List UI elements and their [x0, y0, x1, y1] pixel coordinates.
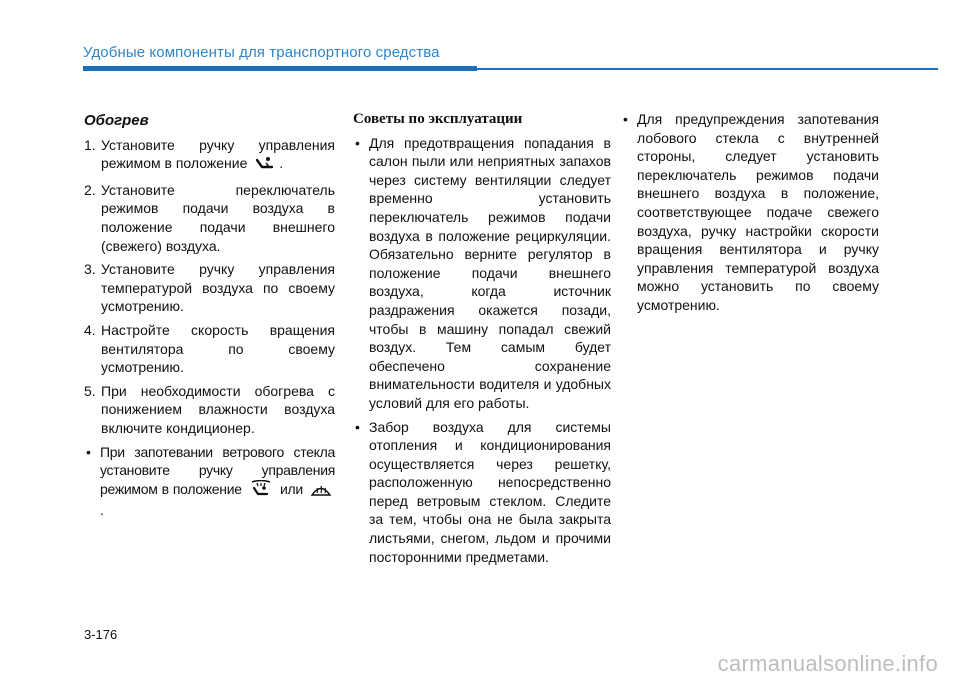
tips-item-2: [353, 418, 611, 567]
floor-defrost-icon: [249, 480, 273, 502]
heating-step-5: [84, 382, 335, 438]
step-text: При необходимости обогрева с понижением влажности воздуха включите кондиционер.: [101, 382, 335, 436]
tips-column: [353, 110, 611, 571]
step-number: 3.: [84, 261, 96, 278]
heating-step-2: [84, 181, 335, 255]
note-text: При запотевании ветрового стекла установите ручку управления режимом в положение: [100, 443, 335, 497]
header-rule-thin: [477, 68, 938, 70]
floor-airflow-icon: [254, 156, 276, 176]
step-text: Установите ручку управления режимом в положение: [101, 136, 335, 172]
windshield-defrost-icon: [310, 480, 332, 502]
step-tail: .: [279, 155, 284, 172]
bullet-dot: •: [355, 418, 360, 435]
section-header-title: Удобные компоненты для транспортного средства: [83, 44, 440, 61]
heating-note: [84, 443, 335, 520]
bullet-dot: •: [86, 443, 91, 460]
heating-step-1: [84, 136, 335, 176]
tips-title: Советы по эксплуатации: [353, 111, 523, 127]
step-text: Настройте скорость вращения вентилятора по своему усмотрению.: [101, 321, 335, 376]
tips-item-1: [353, 134, 611, 413]
tip-text: Для предупреждения запотевания лобового стекла с внутренней стороны, следует установить переключатель режимов подачи внешнего воздуха в положение, соответствующее подаче свежего воздуха, ручку настройки скорости вращения вентилятора и ручку управления температурой воздуха можно установить по своему усмотрению.: [637, 111, 879, 313]
tips-item-3: [621, 110, 879, 315]
tips-list-continued: [621, 110, 879, 315]
heating-step-4: [84, 321, 335, 377]
bullet-dot: •: [355, 134, 360, 151]
heating-column: [84, 112, 335, 525]
tips-list: [353, 134, 611, 567]
step-number: 2.: [84, 181, 96, 198]
note-or: или: [279, 480, 303, 497]
step-number: 1.: [84, 136, 96, 153]
page-number: 3-176: [84, 627, 118, 642]
header-rule-thick: [83, 66, 477, 71]
heating-note-list: [84, 443, 335, 520]
heating-step-3: [84, 260, 335, 316]
tip-text: Для предотвращения попадания в салон пыли или неприятных запахов через систему вентиляции следует временно установить переключатель режимов подачи воздуха в положение рециркуляции. Обязательно верните регулятор в положение подачи внешнего воздуха, когда источник раздражения окажется позади, чтобы в машину попадал свежий воздух. Тем самым будет обеспечено сохранение внимательности водителя и удобных условий для его работы.: [369, 134, 611, 411]
note-tail: .: [100, 502, 104, 519]
step-number: 5.: [84, 382, 96, 399]
tip-text: Забор воздуха для системы отопления и кондиционирования осуществляется через решетку, расположенную непосредственно перед ветровым стеклом. Следите за тем, чтобы она не была закрыта листьями, снегом, льдом и прочими посторонними предметами.: [369, 418, 611, 565]
step-text: Установите переключатель режимов подачи воздуха в положение подачи внешнего (свежего) воздуха.: [101, 181, 335, 254]
watermark-text: carmanualsonline.info: [717, 651, 938, 676]
bullet-dot: •: [623, 111, 628, 127]
step-number: 4.: [84, 321, 96, 338]
heating-title: Обогрев: [84, 112, 149, 129]
heating-steps: [84, 136, 335, 438]
tips-column-continued: [621, 110, 879, 320]
step-text: Установите ручку управления температурой воздуха по своему усмотрению.: [101, 261, 335, 315]
